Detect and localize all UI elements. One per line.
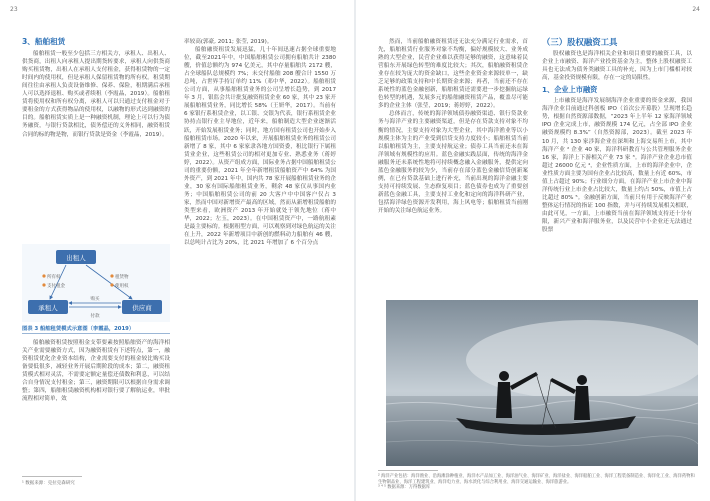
ownership-label: 所有权 — [47, 275, 61, 280]
usage-label: 使用权 — [115, 284, 129, 289]
footnote-rule — [378, 470, 438, 471]
leasing-diagram — [22, 244, 170, 322]
page-number-right: 24 — [692, 6, 700, 13]
lessor-label: 出租人 — [66, 254, 86, 262]
footnote: ¹ 数据来源：克拉克森研究 — [22, 481, 75, 486]
figure-caption: 图表 3 船舶租赁模式示意图（李霞晶，2019） — [22, 326, 135, 332]
left-page — [0, 0, 354, 501]
right-column-1 — [378, 38, 528, 215]
paragraph: 股权融资也是海洋相关企业和项目重要的融资工具，以企业上市融资、海洋产业投资基金为主，整体上股权融资工具也无法成为债务类融资工具的补充，因为上市门槛相对较高，基金投资规模有限，存在一定的局限性。 — [542, 51, 692, 82]
figure-rule — [22, 333, 170, 334]
right-column-2 — [542, 38, 692, 234]
goods-label: 租赁物 — [115, 275, 129, 280]
paragraph: 船舶融资租赁按照租金支带要素按照船舶资产的海洋相关产业需要融资方式，因为融资租赁有下述特点，第一，融资租赁优化企业资本结构，企业需要支付的租金较比购买设备要低很多，减轻业务开展后期阶段的成本；第二，融资租赁模式相对灵活，不需要定额定量偿还债数和利息，可以结合自身情况支付租金；第三，融资期限可以根据自身需求调整；第四，船舶租赁融资机构相对银行要了解航运业，审批流程相对简单，效 — [22, 340, 170, 403]
left-column-2 — [184, 38, 336, 247]
fishing-boat-photo — [386, 300, 698, 466]
left-column-1-continued — [22, 339, 170, 403]
left-column-1 — [22, 38, 170, 139]
page-number-left: 23 — [10, 6, 18, 13]
section-title-leasing: 3、船舶租赁 — [22, 37, 66, 46]
subsection-title-ipo: 1、企业上市融资 — [542, 85, 598, 95]
paragraph: 率较高(郭豪, 2011; 张莹, 2019)。 — [184, 39, 273, 45]
footnote: ² 海洋产业包括：海洋渔业、沿海滩涂种植业、海洋水产品加工业、海洋油气业、海洋矿业、海洋盐业、海洋船舶工业、海洋工程装备制造业、海洋化工业、海洋药物和生物制品业、海洋工程建筑业、海洋电力业、海水淡化与综合利用业、海洋交通运输业、海洋旅游业。 — [378, 474, 695, 485]
footnote-rule — [22, 476, 82, 477]
footnote: ³ ⁴ ⁵ 数据来源：万得数据库 — [378, 485, 431, 491]
paragraph: 然而，当前船舶融资租赁还无法充分满足行业需求，首先，船舶租赁行业服务对象不均衡，偏好规模较大、业务成熟的大型企业，民营企业难以获得足够的融资，这意味着民营船东开展绿色转型的难度比较大；其次，船舶融资租赁企业存在较为庞大的资金缺口，这些企业资金来源较单一，缺乏足够的政策支持和中长期资金来源；再者，当前还不存在系统性的蓝色金融创新，船舶租赁还需要进一步挖掘航运绿色转型的机遇，发展多元的船舶融资租赁产品，覆盖尽可能多的企业主体（张莹，2019；蒋婷婷，2022）。 — [378, 39, 528, 110]
lessee-label: 承租人 — [38, 304, 58, 312]
rent-label: 支付租金 — [47, 284, 65, 289]
right-page — [356, 0, 710, 501]
section-title-equity: （三）股权融资工具 — [542, 37, 618, 47]
pay-label: 付款 — [90, 314, 100, 319]
leasing-model-figure — [22, 244, 170, 322]
paragraph: 总体而言，传统的海洋领域债券融资渠道、银行贷款业务与海洋产业的主要融资渠道，但是存在贷款支持对象不均衡的情况，主要支持对象为大型企业，其中海洋渔业等以小规模主体为主的产业受到信贷支持力度较小；船舶租赁当前以船舶租赁为主，主要支持航运业；债券工具当前还未在海洋领域有规模性的应用。蓝色金融实践层面，传统的海洋金融服务还未系统性地将可持续概念融入金融服务，提供定向蓝色金融服务的较为少，当前存在部分蓝色金融信贷创新案例，在已有贷款基础上进行补充，当前出现的海洋金融主要支持可持续发展、生态修复项目；蓝色债券也成为了重要创新蓝色金融工具，主要支持工业化和定向的海洋科研产业，包括海洋绿色资源开发利用，海上风电等；船舶租赁当前刚开始的关注绿色航运业务。 — [378, 111, 528, 214]
paragraph: 船舶融资租赁发展迅猛，几十年间迅速占据全球重要地位，截至2021年中，中国船舶租赁公司拥有船舶共计 2380 艘，价值总额约为 974 亿美元，其中存量船舶共 2172 艘，占全球船队总规模约 7%；未交付船舶 208 艘合计 1550 万总吨，占世界手持订单约 11%（邓中华，2022）。船舶租赁公司方面，从事船舶租赁业务的公司呈增长趋势，到 2017 年 3 月，银监会共计批复融资租赁企业 60 家，其中 23 家开展船舶租赁业务，同比增长 58%（王妍华，2017）。当前有 6 家银行系租赁企业，以工银、交银为代表，银行系租赁企业协持点银行业主导地位，近年来，船舶制造大型企业逐渐活跃，开始发展租赁业务；同时，地方国有租赁公司也开始步入船舶租赁市场。2020 年以来，开展船舶租赁业务的租赁公司新增了 8 家，其中 6 家家隶各地方国资委，租比银行下属租赁业企业，这些租赁公司的相对更加专业、熟悉业务（蒋婷婷，2022）。从资产组成方面，国际业务占据中国船舶租赁公司的重要份额，2021 年全年新增租赁船舶资产中 64% 为国外资产，到 2021 年中，国内共 78 家开展船舶租赁业务的企业，30 家有国际船舶租赁业务，剩余 48 家仅从事国内业务；中国船舶租赁公司的前 20 大客户中中国客户仅占 3 家，然而中国对新增资产最高的区域，然而从新增租赁船舶的类型来看，欧洲资产 2013 年开始就处于领先地位（蒋中华，2022；左玉，2023）。在中国租赁资产中，一路航租素是最主要标的。根据租型方面，可以观察到对绿色航运的关注在上升，2022 年新增项目中新创的燃料动力船舶有 46 艘，以总吨计占比为 20%，比 2021 年增加了 6 个百分点 — [184, 47, 336, 247]
footnotes — [378, 474, 698, 491]
paragraph: 船舶租赁一般至少包括三方相关方，承租人、出租人、供货商，出租人向承租人提出期货转要求，承租人向供货商购买租赁物，出租人在承租人支付租金，获得租赁物的一定时间内的使用权，但是承租人保留租赁物的所有权。租赁期间往往由承租人负责设备维修、保养、保险，租期满后承租人可以选择退租、购买或者续租（李霞晶，2019）。船舶租赁将使用权和所有权分离，承租人可以只通过支付租金对于要租金的方式获得物品的使用权，以融物的形式达到融资的目的。船舶租赁实质上是一种融资机制，理论上可以行为债务融资，与银行贷款相比，债务偿还的义务相同，融资租赁合同的标的物是物，而银行贷款是资金（李霞晶，2019）。 — [22, 51, 170, 138]
supplier-label: 供应商 — [132, 304, 152, 312]
fishing-boat-image — [386, 300, 698, 466]
paragraph: 上市融资是海洋发展制海洋企业重要的资金来源，我国海洋企业目前通过科创板 IPO（首次公开募股）呈现增长趋势，根据自然资源部数据，“2023 年上半年 12 家海洋领域 IPO 企业完成上市，融资规模 174 亿元，占全部 IPO 企业融资规模约 8.3%”（自然资源部，2023）。截至 2023 年 10 月，共 130 家涉海企业在深圳和上海交易所上市，其中海洋产业 ² 企业 40 家，海洋科研教育与公共管理服务企业 16 家，海洋上下游相关产业 73 家 ³。海洋产业企业总市值超过 26000 亿元 ⁴，企业性质方面，上市的海洋企业中，企业性质方面主要为国有企业占比较高，数量上有近 60%，市值上占超过 90%；行业细分方面，在海洋产业上市企业中海洋传统行业上市企业占比较大，数量上约占 50%，市值上占比超过 80% ⁵。金融创新方面，当前只有用于反映海洋产业整体运行情况的指证 100 指数，并与可持续发展相关相联，由此可见，一方面，上市融资当前在海洋领域支持还十分有限，新兴产业和海洋服务业，以及民营中小企业还无法通过股票 — [542, 98, 692, 234]
purchase-label: 购买 — [90, 297, 100, 302]
